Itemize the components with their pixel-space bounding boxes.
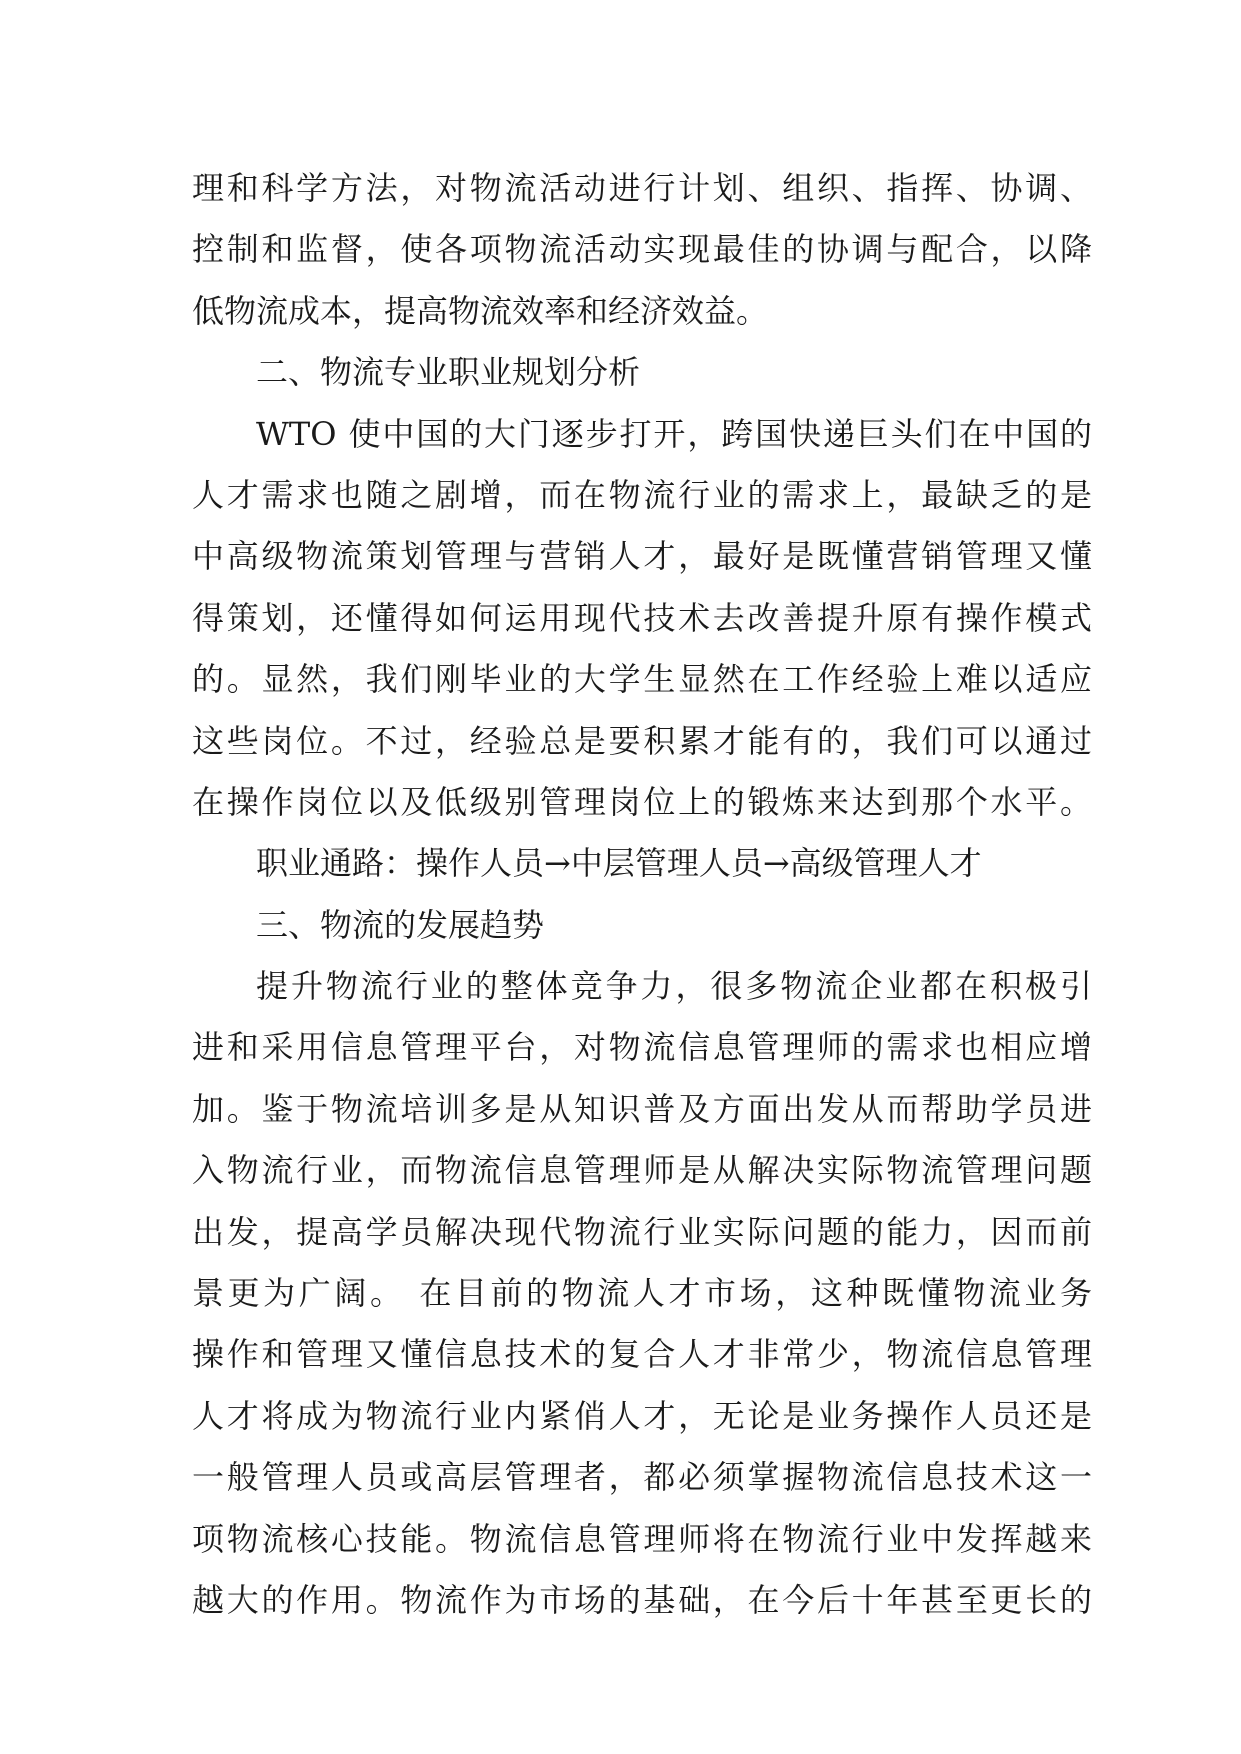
heading-text: 三、物流的发展趋势 [256, 905, 545, 944]
paragraph-2 [192, 404, 1092, 834]
paragraph-3 [192, 956, 1092, 1631]
text-line: 项物流核心技能。物流信息管理师将在物流行业中发挥越来 [192, 1519, 1092, 1558]
text-line: 这些岗位。不过，经验总是要积累才能有的，我们可以通过 [192, 721, 1092, 760]
text-line: 入物流行业，而物流信息管理师是从解决实际物流管理问题 [192, 1151, 1092, 1190]
text-line: 操作和管理又懂信息技术的复合人才非常少，物流信息管理 [192, 1335, 1092, 1374]
text-line: 一般管理人员或高层管理者，都必须掌握物流信息技术这一 [192, 1458, 1092, 1497]
paragraph-1 [192, 158, 1092, 342]
text-line: 加。鉴于物流培训多是从知识普及方面出发从而帮助学员进 [192, 1089, 1092, 1128]
text-line: 的。显然，我们刚毕业的大学生显然在工作经验上难以适应 [192, 660, 1092, 699]
text-line: 得策划，还懂得如何运用现代技术去改善提升原有操作模式 [192, 598, 1092, 637]
text-line: 人才需求也随之剧增，而在物流行业的需求上，最缺乏的是 [192, 475, 1092, 514]
text-line: 越大的作用。物流作为市场的基础，在今后十年甚至更长的 [192, 1580, 1092, 1619]
text-line: WTO 使中国的大门逐步打开，跨国快递巨头们在中国的 [256, 414, 1092, 453]
text-line: 在操作岗位以及低级别管理岗位上的锻炼来达到那个水平。 [192, 782, 1092, 821]
text-line: 中高级物流策划管理与营销人才，最好是既懂营销管理又懂 [192, 537, 1092, 576]
text-line: 进和采用信息管理平台，对物流信息管理师的需求也相应增 [192, 1028, 1092, 1067]
text-line: 出发，提高学员解决现代物流行业实际问题的能力，因而前 [192, 1212, 1092, 1251]
heading-text: 二、物流专业职业规划分析 [256, 353, 641, 392]
document-body [192, 158, 1092, 1631]
career-path [192, 833, 1092, 894]
text-line: 人才将成为物流行业内紧俏人才，无论是业务操作人员还是 [192, 1396, 1092, 1435]
text-line: 理和科学方法，对物流活动进行计划、组织、指挥、协调、 [192, 169, 1092, 207]
text-line: 景更为广阔。 在目前的物流人才市场，这种既懂物流业务 [192, 1274, 1092, 1313]
section-heading-3 [192, 895, 1092, 956]
text-line: 控制和监督，使各项物流活动实现最佳的协调与配合，以降 [192, 230, 1092, 269]
career-path-text: 职业通路：操作人员→中层管理人员→高级管理人才 [256, 844, 982, 883]
text-line: 低物流成本，提高物流效率和经济效益。 [192, 291, 769, 330]
text-line: 提升物流行业的整体竞争力，很多物流企业都在积极引 [256, 967, 1092, 1006]
section-heading-2 [192, 342, 1092, 403]
